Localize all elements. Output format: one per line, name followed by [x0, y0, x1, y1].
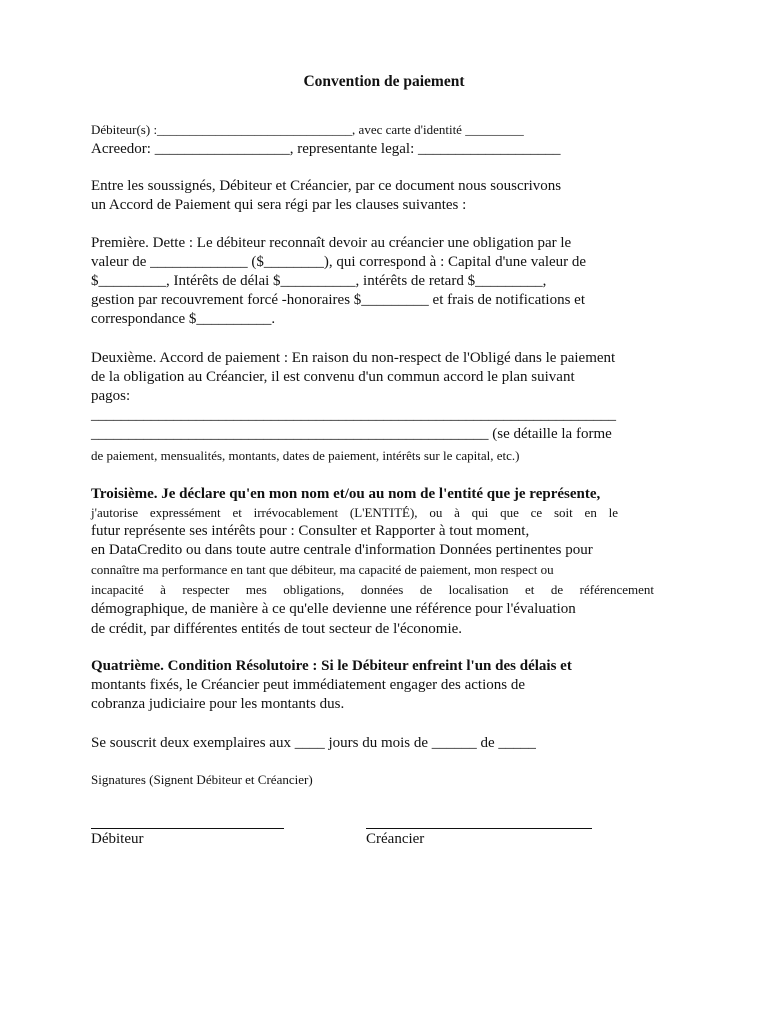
clause3-line-1: Troisième. Je déclare qu'en mon nom et/ou au nom de l'entité que je représente,: [91, 486, 601, 502]
clause3-line-5: connaître ma performance en tant que débiteur, ma capacité de paiement, mon respect ou: [91, 562, 554, 577]
clause2-line-1: Deuxième. Accord de paiement : En raison du non-respect de l'Obligé dans le paiement: [91, 350, 616, 366]
clause2-line-2: de la obligation au Créancier, il est convenu d'un commun accord le plan suivant: [91, 369, 575, 385]
intro-line-2: un Accord de Paiement qui sera régi par les clauses suivantes :: [91, 197, 467, 213]
intro-line-1: Entre les soussignés, Débiteur et Créancier, par ce document nous souscrivons: [91, 178, 562, 194]
clause4-line-1: Quatrième. Condition Résolutoire : Si le Débiteur enfreint l'un des délais et: [91, 658, 572, 674]
clause3-line-2: j'autorise expressément et irrévocablement (L'ENTITÉ), ou à qui que ce soit en le: [91, 505, 618, 520]
clause1-line-1: Première. Dette : Le débiteur reconnaît devoir au créancier une obligation par le: [91, 235, 572, 251]
debtor-signature-line: [91, 828, 284, 829]
document-title: Convention de paiement: [303, 73, 465, 90]
clause1-line-4: gestion par recouvrement forcé -honoraires $_________ et frais de notifications et: [91, 292, 585, 308]
clause2-blank-line: ______________________________________________________________________: [91, 407, 616, 423]
clause3-line-6: incapacité à respecter mes obligations, données de localisation et de référencement: [91, 582, 654, 597]
debtor-line: Débiteur(s) :______________________________, avec carte d'identité _________: [91, 122, 524, 137]
clause3-line-4: en DataCredito ou dans toute autre centrale d'information Données pertinentes pour: [91, 542, 593, 558]
signatures-note: Signatures (Signent Débiteur et Créancier): [91, 772, 313, 787]
clause3-line-7: démographique, de manière à ce qu'elle devienne une référence pour l'évaluation: [91, 601, 576, 617]
clause1-line-3: $_________, Intérêts de délai $__________, intérêts de retard $_________,: [91, 273, 547, 289]
clause1-line-5: correspondance $__________.: [91, 311, 276, 327]
creditor-signature-line: [366, 828, 592, 829]
clause2-line-6: de paiement, mensualités, montants, dates de paiement, intérêts sur le capital, etc.): [91, 448, 520, 463]
clause3-line-3: futur représente ses intérêts pour : Consulter et Rapporter à tout moment,: [91, 523, 530, 539]
closing-line: Se souscrit deux exemplaires aux ____ jours du mois de ______ de _____: [91, 735, 536, 751]
clause4-line-2: montants fixés, le Créancier peut immédiatement engager des actions de: [91, 677, 526, 693]
creditor-line: Acreedor: __________________, representante legal: ___________________: [91, 141, 561, 157]
debtor-signature-label: Débiteur: [91, 831, 144, 847]
clause2-line-5: _____________________________________________________ (se détaille la forme: [91, 426, 612, 442]
clause4-line-3: cobranza judiciaire pour les montants dus.: [91, 696, 345, 712]
creditor-signature-label: Créancier: [366, 831, 425, 847]
clause1-line-2: valeur de _____________ ($________), qui correspond à : Capital d'une valeur de: [91, 254, 587, 270]
clause2-line-3: pagos:: [91, 388, 131, 404]
clause3-line-8: de crédit, par différentes entités de tout secteur de l'économie.: [91, 621, 463, 637]
